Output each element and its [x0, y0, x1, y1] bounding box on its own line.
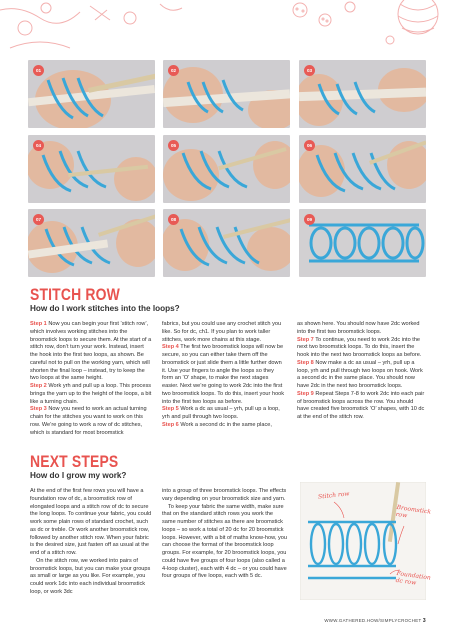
step-paragraph: Step 6 Work a second dc in the same place,	[162, 421, 272, 428]
next-steps-column-1	[30, 488, 154, 597]
stitch-row-column-3	[297, 321, 425, 422]
step-photo-7	[28, 209, 155, 277]
stitch-row-column-2	[162, 321, 286, 430]
diagram-label-stitch-row: Stitch row	[317, 490, 350, 501]
section-subtitle-stitch-row: How do I work stitches into the loops?	[30, 304, 180, 313]
body-paragraph: At the end of the first few rows you will have a foundation row of dc, a broomstick row of elongated loops and a stitch row of dc to secure the long loops. To continue your fabric, you could work some plain rows of standard crochet, such as dc or treble. Or work another broomstick row, followed by another stitch row. When your fabric is the desired size, just fasten off as usual at the end of a stitch row.	[30, 488, 152, 556]
step-paragraph: Step 9 Repeat Steps 7-8 to work 2dc into each pair of broomstick loops across the row. You should have created five broomstick ‘O’ shapes, with 10 dc at the end of the stitch row.	[297, 390, 425, 420]
diagram-label-foundation-row: Foundation dc row	[395, 569, 432, 587]
section-title-stitch-row: STITCH ROW	[30, 285, 120, 304]
page-number: 3	[422, 618, 426, 624]
step-paragraph: Step 7 To continue, you need to work 2dc into the next two broomstick loops. To do this, insert the hook into the next two broomstick loops as before.	[297, 336, 422, 358]
step-badge: 03	[304, 65, 315, 76]
section-title-next-steps: NEXT STEPS	[30, 452, 119, 471]
stitch-row-column-1	[30, 321, 152, 437]
step-paragraph: Step 8 Now make a dc as usual – yrh, pull up a loop, yrh and pull through two loops on hook. Work a second dc in the same place. You should now have 2dc in the next two broomstick loops.	[297, 359, 423, 389]
step-badge: 09	[304, 214, 315, 225]
step-badge: 04	[33, 140, 44, 151]
step-paragraph: Step 4 The first two broomstick loops will now be secure, so you can either take them off the broomstick or just slide them a little further down it. Use your fingers to angle the loops so they form an ‘O’ shape, to make the next stages easier. Next we’re going to work 2dc into the first two broomstick loops. To do this, insert your hook into the first two loops as before.	[162, 344, 285, 405]
step-photo-8	[163, 209, 290, 277]
header-decoration	[0, 0, 452, 52]
section-subtitle-next-steps: How do I grow my work?	[30, 471, 127, 480]
step-photo-1	[28, 60, 155, 128]
broomstick-rows-diagram	[300, 482, 432, 600]
step-badge: 07	[33, 214, 44, 225]
next-steps-column-2	[162, 488, 288, 581]
step-badge: 06	[304, 140, 315, 151]
footer-url: WWW.GATHERED.HOW/SIMPLYCROCHET	[324, 618, 422, 623]
step-photo-9	[299, 209, 426, 277]
step-photo-2	[163, 60, 290, 128]
step-badge: 05	[168, 140, 179, 151]
step-paragraph: fabrics, but you could use any crochet stitch you like. So for dc, ch1. If you plan to work taller stitches, work more chains at this stage.	[162, 321, 282, 343]
step-paragraph: as shown here. You should now have 2dc worked into the first two broomstick loops.	[297, 321, 420, 335]
diagram-label-broomstick-row: Broomstick row	[395, 503, 432, 520]
step-photo-grid	[28, 60, 426, 277]
step-badge: 02	[168, 65, 179, 76]
step-paragraph: Step 2 Work yrh and pull up a loop. This process brings the yarn up to the height of the loops, a bit like a turning chain.	[30, 383, 152, 405]
step-paragraph: Step 1 Now you can begin your first ‘stitch row’, which involves working stitches into the broomstick loops to secure them. At the start of a stitch row, don’t turn your work. Instead, insert the hook into the first two loops, as shown. Be careful not to pull on the working yarn, which will shorten the final loop – instead, try to keep the two loops at the same height.	[30, 321, 152, 382]
body-paragraph: On the stitch row, we worked into pairs of broomstick loops, but you can make your groups as small or large as you like. For example, you could work 1dc into each individual broomstick loop, or work 3dc	[30, 557, 151, 595]
step-paragraph: Step 3 Now you need to work an actual turning chain for the stitches you want to work on this row. We’re going to work a row of dc stitches, which is standard for most broomstick	[30, 406, 147, 436]
step-photo-3	[299, 60, 426, 128]
body-paragraph: To keep your fabric the same width, make sure that on the standard stitch rows you work the same number of stitches as there are broomstick loops – so work a total of 20 dc for 20 broomstick loops. However, with a bit of maths know-how, you can choose the format of the broomstick loop groups. For example, for 20 broomstick loops, you could have five groups of four loops (also called a 4-loop cluster), each with 4 dc – or you could have four groups of five loops, each with 5 dc.	[162, 503, 287, 580]
page-footer	[0, 618, 426, 624]
step-photo-5	[163, 135, 290, 203]
step-photo-4	[28, 135, 155, 203]
step-badge: 01	[33, 65, 44, 76]
step-paragraph: Step 5 Work a dc as usual – yrh, pull up a loop, yrh and pull through two loops.	[162, 406, 280, 420]
step-badge: 08	[168, 214, 179, 225]
step-photo-6	[299, 135, 426, 203]
body-paragraph: into a group of three broomstick loops. The effects vary depending on your broomstick size and yarn.	[162, 488, 287, 502]
